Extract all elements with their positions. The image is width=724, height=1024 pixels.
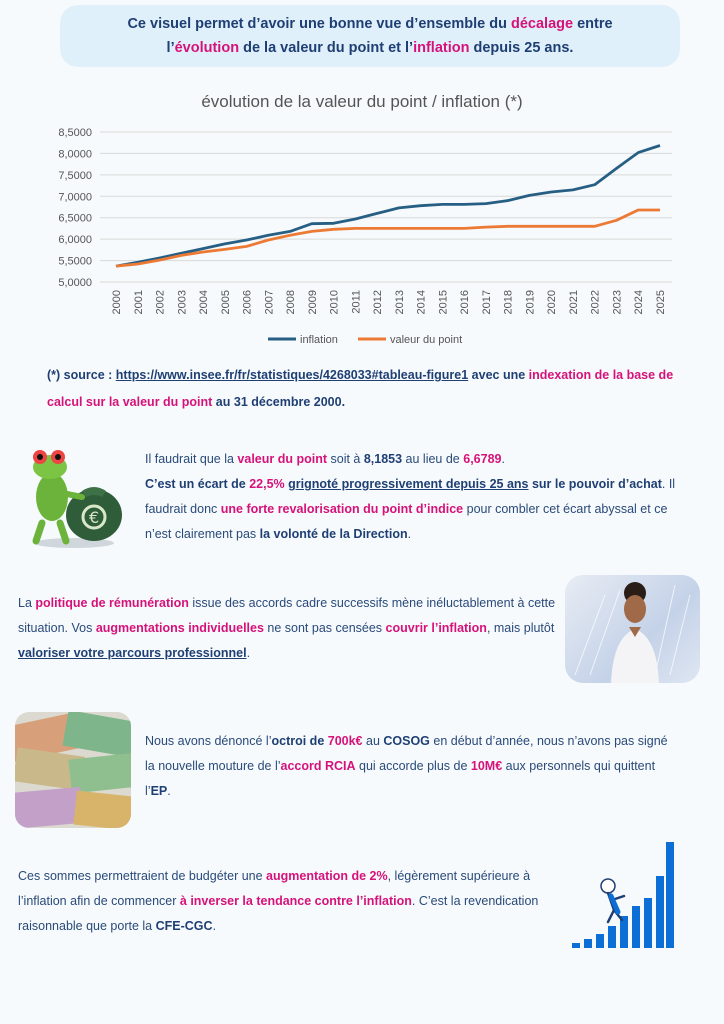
text: .	[246, 646, 251, 660]
y-tick-label: 7,5000	[58, 169, 92, 182]
x-tick-label: 2000	[111, 290, 123, 315]
text: .	[212, 919, 217, 933]
highlight-augmentations: augmentations individuelles	[95, 621, 264, 635]
paragraph-point-value	[145, 447, 680, 547]
value-target: 8,1853	[363, 452, 403, 466]
line-chart	[0, 118, 724, 350]
x-tick-label: 2017	[480, 290, 493, 315]
frog-money-bag-illustration	[22, 445, 127, 550]
series-line-valeur-du-point	[116, 210, 660, 266]
y-tick-label: 7,0000	[58, 191, 92, 204]
text: en début d’année, nous n’avons pas signé la nouvelle mouture de l’	[145, 734, 668, 773]
banner-text: depuis 25 ans.	[469, 40, 574, 56]
banner-line-2	[60, 36, 680, 60]
text: au	[362, 734, 384, 748]
x-tick-label: 2024	[633, 290, 646, 315]
x-tick-label: 2021	[567, 290, 580, 315]
text: Nous avons dénoncé l’	[145, 734, 272, 748]
source-label: (*) source :	[47, 368, 116, 382]
x-tick-label: 2006	[241, 290, 254, 315]
text: .	[501, 452, 505, 466]
text: issue des accords cadre successifs mène inéluctablement à cette situation. Vos	[18, 596, 556, 635]
text: Il faudrait que la	[145, 452, 238, 466]
svg-text:€: €	[89, 508, 100, 527]
banner-text: de la valeur du point et l’	[239, 40, 414, 56]
x-tick-label: 2020	[546, 290, 559, 315]
highlight-augmentation-2: augmentation de 2%	[266, 869, 388, 883]
source-note	[47, 362, 677, 416]
x-tick-label: 2008	[285, 290, 298, 315]
growth-bars-illustration	[568, 838, 678, 953]
banner-highlight-inflation: inflation	[413, 40, 470, 56]
x-tick-label: 2002	[154, 290, 167, 315]
text: .	[407, 527, 412, 541]
highlight-inflation: couvrir l’inflation	[385, 621, 487, 635]
x-tick-label: 2025	[655, 290, 667, 315]
x-tick-label: 2019	[524, 290, 537, 315]
text: octroi de	[271, 734, 328, 748]
legend-label: inflation	[300, 334, 338, 346]
highlight-grignote: grignoté progressivement depuis 25 ans	[288, 477, 529, 491]
text: . Il faudrait donc	[145, 477, 676, 516]
accord-rcia: accord RCIA	[280, 759, 356, 773]
x-tick-label: 2001	[132, 290, 145, 315]
y-tick-label: 5,0000	[58, 277, 92, 289]
cosog: COSOG	[383, 734, 430, 748]
series-line-inflation	[116, 146, 660, 267]
x-tick-label: 2011	[350, 290, 363, 314]
highlight-politique: politique de rémunération	[35, 596, 189, 610]
text: pour combler cet écart abyssal et ce n’est clairement pas	[145, 502, 668, 541]
x-tick-label: 2014	[415, 290, 428, 315]
y-tick-label: 6,0000	[58, 234, 92, 247]
text: ne sont pas censées	[263, 621, 386, 635]
y-tick-label: 8,5000	[58, 127, 92, 139]
paragraph-remuneration	[18, 591, 556, 666]
text: aux personnels qui quittent l’	[145, 759, 656, 798]
x-tick-label: 2009	[306, 290, 319, 315]
highlight-revalorisation: une forte revalorisation du point d’indice	[220, 502, 464, 516]
text: au lieu de	[402, 452, 464, 466]
text: Ces sommes permettraient de budgéter une	[18, 869, 267, 883]
x-tick-label: 2015	[437, 290, 450, 315]
banner-text: Ce visuel permet d’avoir une bonne vue d’ensemble du	[127, 16, 511, 32]
x-tick-label: 2022	[589, 290, 602, 315]
woman-illustration	[565, 575, 700, 683]
x-tick-label: 2010	[328, 290, 341, 315]
chart-title: évolution de la valeur du point / inflation (*)	[201, 92, 523, 111]
banner-text: l’	[166, 40, 175, 56]
text: , légèrement supérieure à l’inflation afin de commencer	[18, 869, 531, 908]
x-tick-label: 2007	[263, 290, 276, 315]
y-tick-label: 6,5000	[58, 212, 92, 225]
source-text: au 31 décembre 2000.	[212, 395, 346, 409]
highlight-parcours: valoriser votre parcours professionnel	[18, 646, 247, 660]
paragraph-augmentation	[18, 864, 556, 939]
banner-text: entre	[573, 16, 613, 32]
text: , mais plutôt	[486, 621, 555, 635]
value-current: 6,6789	[463, 452, 502, 466]
text: . C’est la revendication raisonnable que porte la	[18, 894, 539, 933]
source-link[interactable]: https://www.insee.fr/fr/statistiques/4268033#tableau-figure1	[115, 368, 469, 382]
text: .	[167, 784, 171, 798]
ep: EP	[150, 784, 168, 798]
highlight-direction: la volonté de la Direction	[259, 527, 408, 541]
x-tick-label: 2003	[176, 290, 189, 315]
x-tick-label: 2012	[372, 290, 385, 315]
legend-label: valeur du point	[390, 334, 463, 346]
x-tick-label: 2023	[611, 290, 624, 315]
y-tick-label: 8,0000	[58, 148, 92, 161]
banner-line-1	[60, 12, 680, 36]
text: qui accorde plus de	[355, 759, 471, 773]
paragraph-octroi	[145, 729, 680, 804]
banner-highlight-evolution: évolution	[174, 40, 240, 56]
amount-700k: 700k€	[327, 734, 363, 748]
text: La	[18, 596, 36, 610]
source-text: avec une	[468, 368, 529, 382]
highlight-inverser: à inverser la tendance contre l’inflation	[179, 894, 412, 908]
x-tick-label: 2005	[219, 290, 232, 315]
banknotes-illustration	[15, 712, 131, 828]
y-tick-label: 5,5000	[58, 255, 92, 268]
source-highlight: indexation de la base de calcul sur la valeur du point	[47, 368, 674, 409]
x-tick-label: 2016	[459, 290, 472, 315]
text: C’est un écart de	[145, 477, 250, 491]
x-tick-label: 2013	[393, 290, 406, 315]
gap-percent: 22,5%	[249, 477, 285, 491]
amount-10m: 10M€	[470, 759, 503, 773]
intro-banner	[60, 5, 680, 67]
cfe-cgc: CFE-CGC	[155, 919, 213, 933]
text: sur le pouvoir d’achat	[528, 477, 662, 491]
x-tick-label: 2004	[198, 290, 211, 315]
x-tick-label: 2018	[502, 290, 515, 315]
highlight-valeur-point: valeur du point	[237, 452, 328, 466]
banner-highlight-decalage: décalage	[510, 16, 574, 32]
text: soit à	[327, 452, 364, 466]
woman-photo	[565, 575, 700, 683]
banknotes-photo	[15, 712, 131, 828]
